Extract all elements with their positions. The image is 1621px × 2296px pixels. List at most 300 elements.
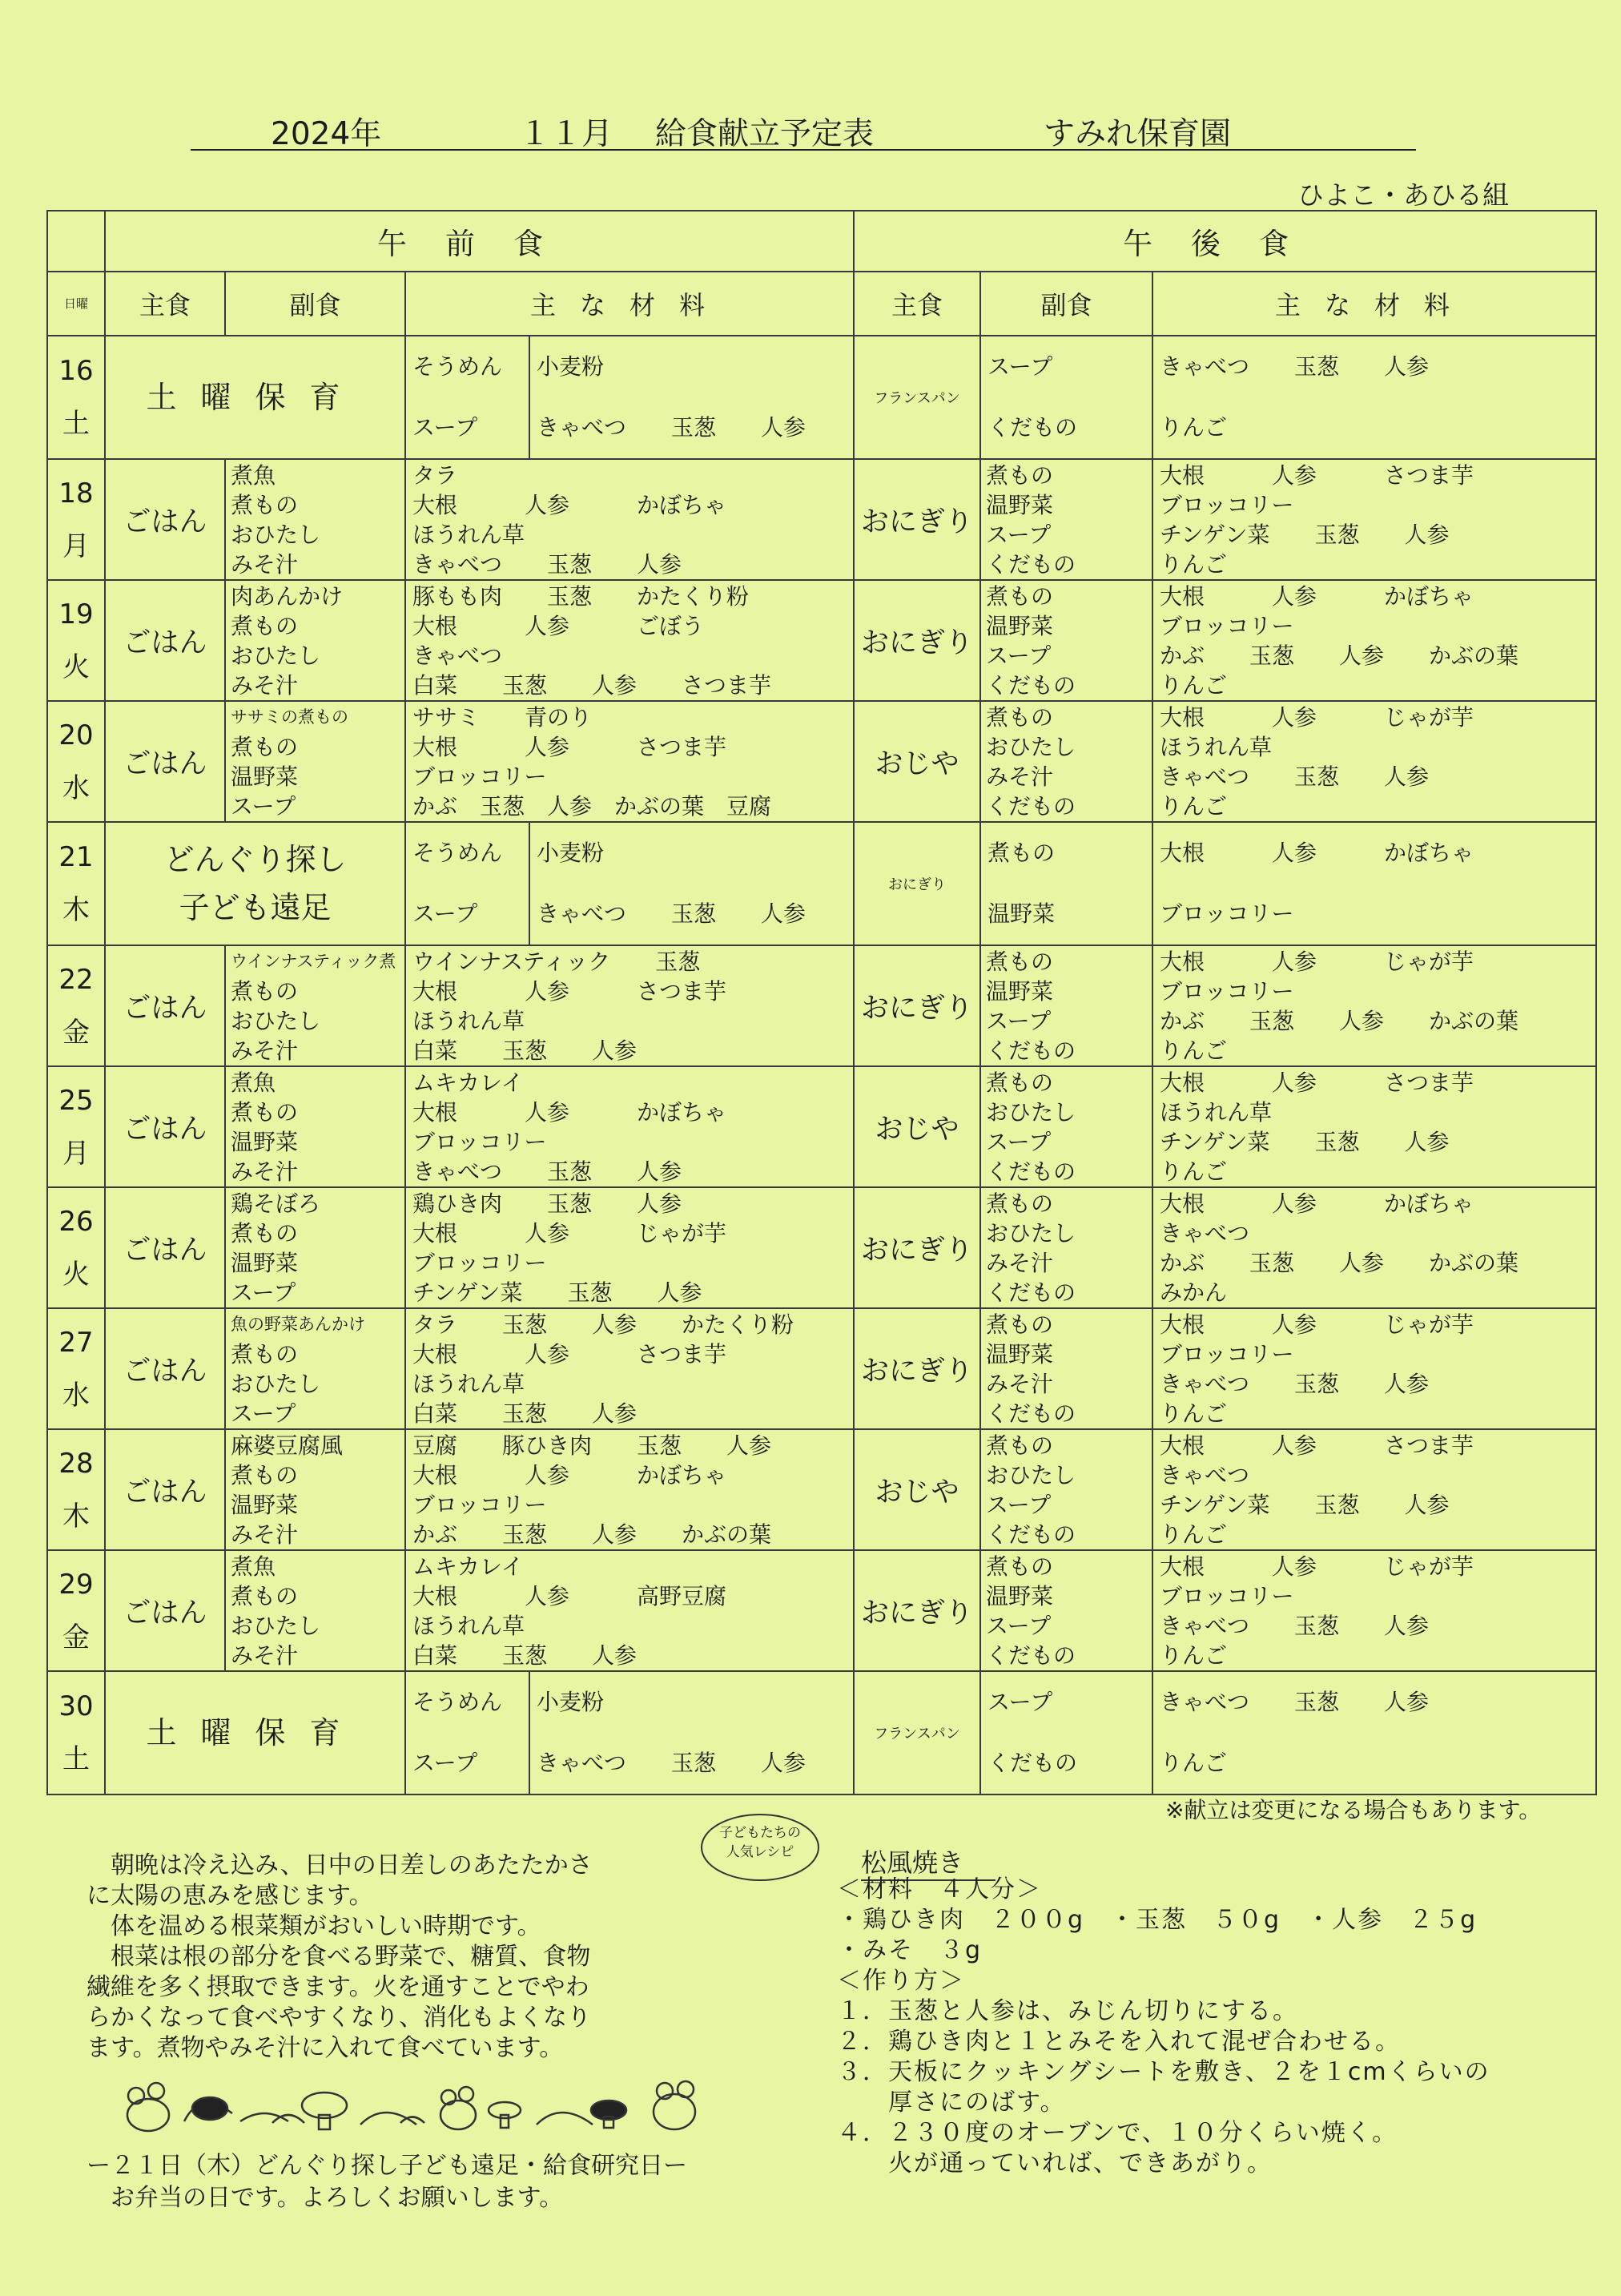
side-dish: スープ	[231, 792, 296, 820]
ingredient-line: タラ 玉葱 人参 かたくり粉	[412, 1311, 794, 1338]
side-dish: みそ汁	[986, 1249, 1054, 1276]
am-ingredients	[405, 580, 854, 701]
ingredient-line: きゃべつ 玉葱 人参	[1160, 1370, 1430, 1397]
pm-side-dishes	[980, 580, 1152, 701]
am-side-dishes	[225, 945, 405, 1066]
ingredient-line: 白菜 玉葱 人参	[412, 1641, 638, 1669]
pm-side-dishes	[980, 459, 1152, 580]
side-dish: くだもの	[986, 1521, 1076, 1548]
side-dish: おひたし	[231, 1612, 321, 1639]
ingredient-line: チンゲン菜 玉葱 人参	[1160, 1491, 1450, 1518]
pm-main-dish: おにぎり	[854, 459, 980, 580]
am-side-header: 副食	[225, 272, 405, 336]
side-dish: 煮もの	[986, 1190, 1054, 1217]
ingredient-line: 小麦粉	[537, 1689, 605, 1715]
menu-row	[47, 1429, 1596, 1550]
mice-mushroom-illustration	[112, 2073, 721, 2137]
ingredient-line: みかん	[1160, 1279, 1228, 1306]
recipe-title: 松風焼き	[861, 1843, 996, 1881]
ingredient-line: りんご	[1160, 671, 1228, 699]
ingredient-line: 大根 人参 かぼちゃ	[1160, 582, 1474, 610]
am-side-dishes	[225, 1308, 405, 1429]
side-dish: おひたし	[986, 1219, 1076, 1247]
day-cell	[47, 336, 105, 459]
side-dish: 煮もの	[986, 582, 1054, 610]
am-side-dishes	[225, 1066, 405, 1187]
menu-row	[47, 1308, 1596, 1429]
ingredient-line: りんご	[1160, 1521, 1228, 1548]
ingredient-line: タラ	[412, 461, 458, 489]
recipe-line: 火が通っていれば、できあがり。	[837, 2149, 1273, 2177]
ingredient-line: りんご	[1160, 792, 1228, 820]
ingredient-line: きゃべつ	[1160, 1219, 1250, 1247]
pm-side-header: 副食	[980, 272, 1152, 336]
side-dish: くだもの	[986, 792, 1076, 820]
ingredient-line: きゃべつ 玉葱 人参	[1160, 353, 1430, 380]
bubble-text: 子どもたちの	[719, 1825, 801, 1841]
ingredient-line: きゃべつ 玉葱 人参	[537, 414, 806, 441]
side-dish: 煮もの	[986, 1432, 1054, 1459]
weekday: 金	[62, 1621, 90, 1654]
menu-row	[47, 336, 1596, 459]
pm-ingredients	[1152, 1671, 1596, 1795]
side-dish: 温野菜	[987, 900, 1056, 927]
side-dish: 温野菜	[231, 1249, 299, 1276]
side-dish: くだもの	[986, 1400, 1076, 1427]
pm-side-dishes	[980, 1308, 1152, 1429]
date: 22	[58, 963, 94, 996]
side-dish: くだもの	[986, 1037, 1076, 1064]
ingredient-line: ブロッコリー	[1160, 977, 1294, 1005]
pm-main-dish: おにぎり	[854, 822, 980, 945]
pm-ingredients-header: 主な材料	[1152, 272, 1596, 336]
side-dish: 煮もの	[986, 703, 1054, 731]
ingredient-line: 大根 人参 さつま芋	[412, 733, 727, 760]
ingredient-line: チンゲン菜 玉葱 人参	[1160, 521, 1450, 548]
side-dish: スープ	[231, 1279, 296, 1306]
ingredient-line: ブロッコリー	[1160, 900, 1294, 927]
day-cell	[47, 1550, 105, 1671]
ingredient-line: スープ	[412, 414, 478, 441]
class-group: ひよこ・あひる組	[1297, 179, 1509, 211]
pm-ingredients	[1152, 336, 1596, 459]
recipe-line: ・みそ ３g	[837, 1936, 983, 1964]
date: 18	[58, 477, 94, 510]
pm-main-dish: おにぎり	[854, 580, 980, 701]
am-ingredients	[405, 701, 854, 822]
pm-ingredients	[1152, 945, 1596, 1066]
ingredient-line: りんご	[1160, 550, 1228, 578]
side-dish: スープ	[986, 1491, 1052, 1518]
menu-row	[47, 459, 1596, 580]
side-dish: くだもの	[987, 414, 1078, 441]
pm-main-dish: おじや	[854, 1066, 980, 1187]
ingredient-line: 小麦粉	[537, 353, 605, 380]
ingredient-line: かぶ 玉葱 人参 かぶの葉 豆腐	[412, 792, 772, 820]
ingredient-line: ほうれん草	[1160, 1098, 1273, 1126]
title-text: 給食献立予定表	[655, 116, 875, 152]
side-dish: スープ	[986, 1128, 1052, 1155]
side-dish: ウインナスティック煮	[231, 951, 396, 971]
ingredient-line: きゃべつ 玉葱 人参	[412, 550, 682, 578]
weekday: 土	[62, 408, 90, 440]
menu-row	[47, 701, 1596, 822]
am-main-dish: ごはん	[105, 1429, 225, 1550]
change-note: ※献立は変更になる場合もあります。	[1165, 1797, 1542, 1823]
ingredient-line: 大根 人参 さつま芋	[1160, 1069, 1474, 1096]
pm-main-dish: おじや	[854, 701, 980, 822]
pm-main-dish: おにぎり	[854, 1187, 980, 1308]
am-main-dish: ごはん	[105, 580, 225, 701]
side-dish: スープ	[986, 1007, 1052, 1034]
am-main-dish: ごはん	[105, 1308, 225, 1429]
ingredient-line: ブロッコリー	[412, 1249, 547, 1276]
pm-main-dish: おにぎり	[854, 1550, 980, 1671]
ingredient-line: 白菜 玉葱 人参	[412, 1400, 638, 1427]
am-ingredients	[405, 1550, 854, 1671]
side-dish: 煮もの	[231, 1582, 299, 1609]
day-cell	[47, 1066, 105, 1187]
ingredient-line: ブロッコリー	[412, 1128, 547, 1155]
pm-side-dishes	[980, 822, 1152, 945]
side-dish: 煮魚	[231, 461, 276, 489]
ingredient-line: そうめん	[412, 1689, 503, 1715]
ingredient-line: ほうれん草	[412, 1007, 525, 1034]
side-dish: 煮もの	[987, 840, 1056, 866]
recipe-line: ２．鶏ひき肉と１とみそを入れて混ぜ合わせる。	[837, 2028, 1401, 2056]
ingredient-line: 大根 人参 じゃが芋	[412, 1219, 727, 1247]
ingredient-line: かぶ 玉葱 人参 かぶの葉	[1160, 1249, 1519, 1276]
title-year: 2024年	[271, 116, 382, 152]
side-dish: みそ汁	[986, 1370, 1054, 1397]
side-dish: くだもの	[986, 1279, 1076, 1306]
ingredient-line: りんご	[1160, 1750, 1228, 1776]
ingredient-line: きゃべつ 玉葱 人参	[537, 1750, 806, 1776]
ingredient-line: 大根 人参 かぼちゃ	[412, 1461, 727, 1488]
side-dish: 煮もの	[231, 1461, 299, 1488]
essay-line: 繊維を多く摂取できます。火を通すことでやわ	[86, 1973, 589, 2001]
essay-line: ます。煮物やみそ汁に入れて食べています。	[86, 2034, 564, 2062]
side-dish: スープ	[986, 1612, 1052, 1639]
side-dish: スープ	[987, 1689, 1053, 1715]
menu-row	[47, 822, 1596, 945]
ingredient-line: りんご	[1160, 1641, 1228, 1669]
menu-row	[47, 945, 1596, 1066]
ingredient-line: かぶ 玉葱 人参 かぶの葉	[412, 1521, 772, 1548]
side-dish: おひたし	[231, 521, 321, 548]
side-dish: スープ	[987, 353, 1053, 380]
am-side-dishes	[225, 701, 405, 822]
day-cell	[47, 822, 105, 945]
ingredient-line: ほうれん草	[1160, 733, 1273, 760]
event-line: ー２１日（木）どんぐり探し子ども遠足・給食研究日ー	[86, 2152, 687, 2180]
ingredient-line: 鶏ひき肉 玉葱 人参	[412, 1190, 682, 1217]
day-header: 日曜	[47, 272, 105, 336]
am-ingredients-a	[405, 822, 529, 945]
pm-side-dishes	[980, 1671, 1152, 1795]
side-dish: 煮もの	[231, 612, 299, 639]
school-name: すみれ保育園	[1044, 116, 1232, 152]
ingredient-line: 大根 人参 さつま芋	[412, 977, 727, 1005]
essay-line: 体を温める根菜類がおいしい時期です。	[86, 1912, 541, 1940]
side-dish: 温野菜	[231, 1491, 299, 1518]
ingredient-line: りんご	[1160, 1158, 1228, 1185]
side-dish: 煮もの	[231, 1219, 299, 1247]
weekday: 火	[62, 651, 90, 683]
date: 19	[58, 598, 94, 630]
pm-ingredients	[1152, 1066, 1596, 1187]
recipe-bubble	[701, 1814, 819, 1881]
ingredient-line: そうめん	[412, 353, 503, 380]
ingredient-line: 豆腐 豚ひき肉 玉葱 人参	[412, 1432, 772, 1459]
am-side-dishes	[225, 1550, 405, 1671]
afternoon-header: 午後食	[854, 211, 1596, 272]
ingredient-line: ブロッコリー	[1160, 1582, 1294, 1609]
ingredient-line: 大根 人参 かぼちゃ	[412, 491, 727, 518]
ingredient-line: ムキカレイ	[412, 1069, 524, 1096]
side-dish: おひたし	[231, 642, 321, 669]
side-dish: みそ汁	[231, 1641, 299, 1669]
pm-main-dish: フランスパン	[854, 336, 980, 459]
menu-row	[47, 580, 1596, 701]
pm-main-dish: おにぎり	[854, 945, 980, 1066]
recipe-line: ・鶏ひき肉 ２００g ・玉葱 ５０g ・人参 ２５g	[837, 1906, 1478, 1934]
side-dish: おひたし	[986, 733, 1076, 760]
side-dish: 煮もの	[231, 1340, 299, 1368]
side-dish: みそ汁	[231, 1158, 299, 1185]
ingredient-line: ほうれん草	[412, 1612, 525, 1639]
side-dish: 煮もの	[231, 977, 299, 1005]
am-ingredients-b	[529, 822, 854, 945]
ingredient-line: りんご	[1160, 1037, 1228, 1064]
am-main-dish: ごはん	[105, 945, 225, 1066]
day-cell	[47, 580, 105, 701]
menu-row	[47, 1066, 1596, 1187]
side-dish: みそ汁	[231, 1521, 299, 1548]
special-event: 土曜保育	[105, 1671, 405, 1795]
am-ingredients	[405, 459, 854, 580]
ingredient-line: スープ	[412, 900, 478, 927]
recipe-line: ３．天板にクッキングシートを敷き、２を１cmくらいの	[837, 2058, 1490, 2086]
ingredient-line: 大根 人参 じゃが芋	[1160, 703, 1474, 731]
side-dish: 煮もの	[986, 1069, 1054, 1096]
page-title	[191, 103, 1416, 151]
side-dish: 鶏そぼろ	[231, 1190, 321, 1217]
weekday: 火	[62, 1258, 90, 1291]
weekday: 水	[62, 1379, 90, 1412]
side-dish: みそ汁	[986, 763, 1054, 790]
side-dish: スープ	[986, 642, 1052, 669]
day-cell	[47, 1429, 105, 1550]
am-side-dishes	[225, 580, 405, 701]
ingredient-line: ササミ 青のり	[412, 703, 593, 731]
side-dish: 煮魚	[231, 1553, 276, 1580]
am-ingredients	[405, 1187, 854, 1308]
am-ingredients	[405, 1308, 854, 1429]
pm-side-dishes	[980, 1187, 1152, 1308]
menu-row	[47, 1550, 1596, 1671]
ingredient-line: 豚もも肉 玉葱 かたくり粉	[412, 582, 750, 610]
pm-ingredients	[1152, 459, 1596, 580]
day-cell	[47, 1187, 105, 1308]
am-main-dish: ごはん	[105, 1187, 225, 1308]
recipe-line: ４．２３０度のオーブンで、１０分くらい焼く。	[837, 2119, 1398, 2147]
side-dish: 煮もの	[986, 1311, 1054, 1338]
pm-side-dishes	[980, 701, 1152, 822]
pm-ingredients	[1152, 580, 1596, 701]
recipe-line: 厚さにのばす。	[837, 2089, 1066, 2117]
weekday: 月	[62, 530, 90, 562]
ingredient-line: きゃべつ 玉葱 人参	[537, 900, 806, 927]
side-dish: 温野菜	[986, 977, 1054, 1005]
title-month: １１月	[519, 116, 613, 152]
pm-main-dish: フランスパン	[854, 1671, 980, 1795]
side-dish: 煮もの	[986, 461, 1054, 489]
essay-line: に太陽の恵みを感じます。	[86, 1882, 373, 1910]
side-dish: くだもの	[986, 1641, 1076, 1669]
am-main-dish: ごはん	[105, 1550, 225, 1671]
pm-ingredients	[1152, 1187, 1596, 1308]
ingredient-line: きゃべつ	[412, 642, 503, 669]
weekday: 木	[62, 1500, 90, 1533]
side-dish: 煮もの	[231, 491, 299, 518]
ingredient-line: りんご	[1160, 414, 1228, 441]
ingredient-line: 白菜 玉葱 人参	[412, 1037, 638, 1064]
side-dish: みそ汁	[231, 671, 299, 699]
event-line: お弁当の日です。よろしくお願いします。	[86, 2184, 564, 2212]
ingredient-line: 白菜 玉葱 人参 さつま芋	[412, 671, 772, 699]
essay	[86, 1851, 703, 2064]
event-notice	[86, 2150, 687, 2214]
am-ingredients	[405, 1429, 854, 1550]
day-cell	[47, 1308, 105, 1429]
ingredient-line: かぶ 玉葱 人参 かぶの葉	[1160, 642, 1519, 669]
side-dish: 煮もの	[986, 1553, 1054, 1580]
essay-line: らかくなって食べやすくなり、消化もよくなり	[86, 2004, 591, 2032]
am-ingredients-b	[529, 1671, 854, 1795]
ingredient-line: ブロッコリー	[412, 763, 547, 790]
side-dish: 煮もの	[231, 733, 299, 760]
side-dish: 煮魚	[231, 1069, 276, 1096]
morning-header: 午前食	[105, 211, 854, 272]
side-dish: くだもの	[987, 1750, 1078, 1776]
pm-main-dish: おにぎり	[854, 1308, 980, 1429]
recipe-line: １．玉葱と人参は、みじん切りにする。	[837, 1997, 1298, 2025]
side-dish: おひたし	[986, 1461, 1076, 1488]
ingredient-line: かぶ 玉葱 人参 かぶの葉	[1160, 1007, 1519, 1034]
ingredient-line: ウインナスティック 玉葱	[412, 948, 701, 975]
weekday: 金	[62, 1016, 90, 1049]
am-ingredients-a	[405, 336, 529, 459]
am-ingredients-b	[529, 336, 854, 459]
essay-line: 朝晩は冷え込み、日中の日差しのあたたかさ	[86, 1851, 593, 1879]
pm-side-dishes	[980, 1550, 1152, 1671]
side-dish: 煮もの	[231, 1098, 299, 1126]
am-main-dish: ごはん	[105, 701, 225, 822]
recipe-line: ＜材料 ４人分＞	[837, 1875, 1042, 1903]
date: 16	[58, 355, 94, 387]
pm-side-dishes	[980, 945, 1152, 1066]
am-main-header: 主食	[105, 272, 225, 336]
ingredient-line: 大根 人参 さつま芋	[1160, 461, 1474, 489]
menu-row	[47, 1671, 1596, 1795]
weekday: 木	[62, 894, 90, 926]
ingredient-line: 大根 人参 高野豆腐	[412, 1582, 727, 1609]
side-dish: 温野菜	[986, 1582, 1054, 1609]
date: 28	[58, 1447, 94, 1480]
side-dish: おひたし	[231, 1007, 321, 1034]
side-dish: ササミの煮もの	[231, 707, 348, 727]
ingredient-line: 大根 人参 かぼちゃ	[1160, 1190, 1474, 1217]
pm-ingredients	[1152, 822, 1596, 945]
ingredient-line: ムキカレイ	[412, 1553, 524, 1580]
pm-side-dishes	[980, 1429, 1152, 1550]
side-dish: みそ汁	[231, 1037, 299, 1064]
ingredient-line: 小麦粉	[537, 840, 605, 866]
menu-row	[47, 1187, 1596, 1308]
weekday: 水	[62, 771, 90, 804]
side-dish: 温野菜	[231, 1128, 299, 1155]
ingredient-line: チンゲン菜 玉葱 人参	[1160, 1128, 1450, 1155]
ingredient-line: そうめん	[412, 840, 503, 866]
ingredient-line: りんご	[1160, 1400, 1228, 1427]
am-main-dish: ごはん	[105, 459, 225, 580]
side-dish: みそ汁	[231, 550, 299, 578]
side-dish: スープ	[986, 521, 1052, 548]
special-event-line: どんぐり探し	[163, 842, 347, 877]
ingredient-line: 大根 人参 さつま芋	[412, 1340, 727, 1368]
ingredient-line: ブロッコリー	[1160, 612, 1294, 639]
ingredient-line: 大根 人参 じゃが芋	[1160, 948, 1474, 975]
am-ingredients	[405, 945, 854, 1066]
side-dish: くだもの	[986, 1158, 1076, 1185]
am-side-dishes	[225, 1429, 405, 1550]
ingredient-line: 大根 人参 じゃが芋	[1160, 1553, 1474, 1580]
special-event-line: 子ども遠足	[179, 890, 332, 925]
side-dish: 麻婆豆腐風	[231, 1432, 344, 1459]
day-cell	[47, 1671, 105, 1795]
menu-table	[46, 210, 1597, 1795]
pm-side-dishes	[980, 336, 1152, 459]
pm-ingredients	[1152, 1429, 1596, 1550]
am-ingredients-header: 主な材料	[405, 272, 854, 336]
pm-ingredients	[1152, 701, 1596, 822]
date: 26	[58, 1205, 94, 1238]
ingredient-line: きゃべつ 玉葱 人参	[412, 1158, 682, 1185]
date: 29	[58, 1568, 94, 1601]
ingredient-line: ブロッコリー	[1160, 1340, 1294, 1368]
essay-line: 根菜は根の部分を食べる野菜で、糖質、食物	[86, 1943, 591, 1971]
side-dish: くだもの	[986, 550, 1076, 578]
side-dish: スープ	[231, 1400, 296, 1427]
am-ingredients-a	[405, 1671, 529, 1795]
special-event	[105, 822, 405, 945]
ingredient-line: きゃべつ	[1160, 1461, 1250, 1488]
ingredient-line: 大根 人参 ごぼう	[412, 612, 705, 639]
am-ingredients	[405, 1066, 854, 1187]
ingredient-line: ほうれん草	[412, 1370, 525, 1397]
side-dish: おひたし	[231, 1370, 321, 1397]
pm-main-header: 主食	[854, 272, 980, 336]
ingredient-line: きゃべつ 玉葱 人参	[1160, 1689, 1430, 1715]
ingredient-line: きゃべつ 玉葱 人参	[1160, 763, 1430, 790]
ingredient-line: きゃべつ 玉葱 人参	[1160, 1612, 1430, 1639]
ingredient-line: スープ	[412, 1750, 478, 1776]
weekday: 土	[62, 1743, 90, 1775]
day-cell	[47, 459, 105, 580]
ingredient-line: ブロッコリー	[1160, 491, 1294, 518]
side-dish: 煮もの	[986, 948, 1054, 975]
